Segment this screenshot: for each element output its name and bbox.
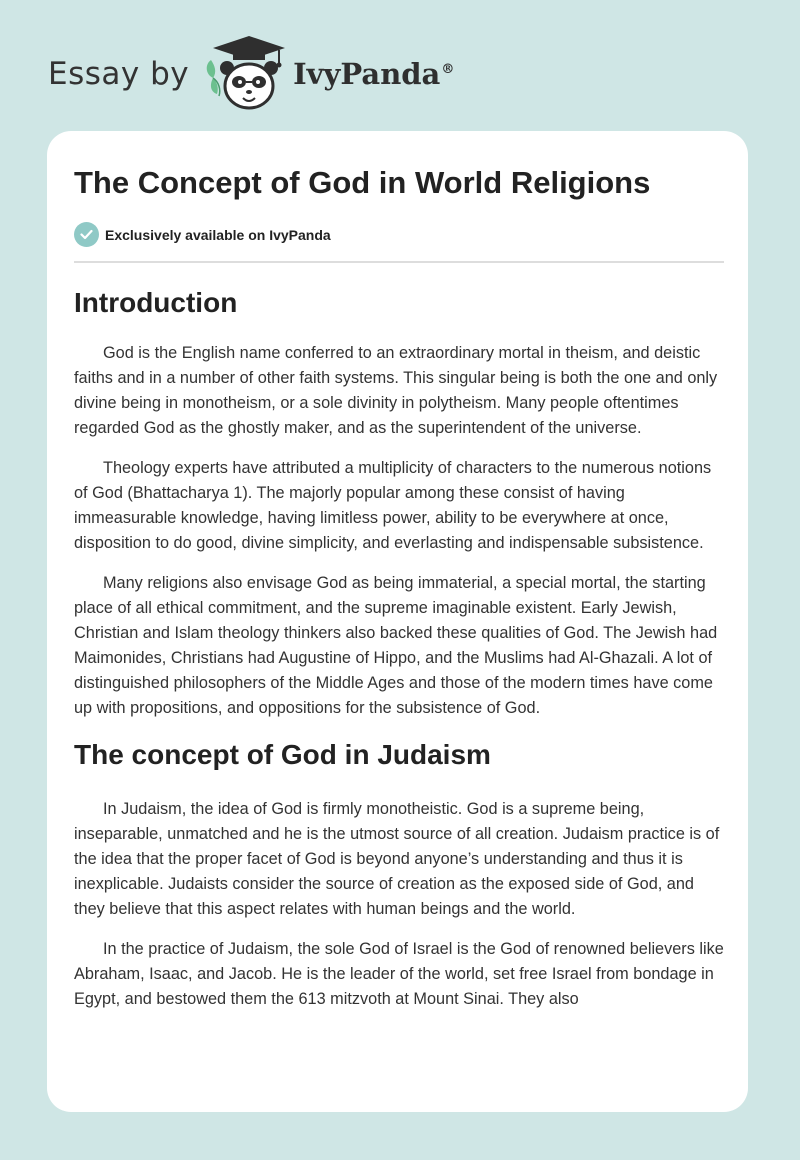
site-header bbox=[48, 34, 454, 114]
paragraph: God is the English name conferred to an extraordinary mortal in theism, and deistic faiths and in a number of other faith systems. This singular being is both the one and only divine being in monotheism, or a sole divinity in polytheism. Many people oftentimes regarded God as the ghostly maker, and as the superintendent of the universe. bbox=[74, 344, 718, 437]
leaf-icon bbox=[207, 60, 220, 96]
paragraph: In the practice of Judaism, the sole God of Israel is the God of renowned believers like Abraham, Isaac, and Jacob. He is the leader of the world, set free Israel from bondage in Egypt, and bestowed them the 613 mitzvoth at Mount Sinai. They also bbox=[74, 940, 724, 1008]
exclusive-badge bbox=[74, 222, 331, 247]
exclusive-label: Exclusively available on IvyPanda bbox=[105, 226, 331, 243]
essay-by-label: Essay by bbox=[48, 56, 190, 92]
essay-card bbox=[47, 131, 748, 1112]
registered-mark: ® bbox=[441, 62, 455, 78]
paragraph: Theology experts have attributed a multiplicity of characters to the numerous notions of God (Bhattacharya 1). The majorly popular among these consist of having immeasurable knowledge, having limitless power, ability to be everywhere at once, disposition to do good, divine simplicity, and everlasting and indispensable subsistence. bbox=[74, 459, 712, 552]
paragraph: Many religions also envisage God as being immaterial, a special mortal, the starting place of all ethical commitment, and the supreme imaginable existent. Early Jewish, Christian and Islam theology thinkers also backed these qualities of God. The Jewish had Maimonides, Christians had Augustine of Hippo, and the Muslims had Al-Ghazali. A lot of distinguished philosophers of the Middle Ages and those of the modern times have come up with propositions, and oppositions for the subsistence of God. bbox=[74, 574, 718, 717]
section-heading: The concept of God in Judaism bbox=[74, 739, 491, 770]
brand-name[interactable]: IvyPanda® bbox=[293, 57, 455, 91]
paragraph: In Judaism, the idea of God is firmly monotheistic. God is a supreme being, inseparable, unmatched and he is the utmost source of all creation. Judaism practice is of the idea that the proper facet of God is beyond anyone’s understanding and thus it is inexplicable. Judaists consider the source of creation as the exposed side of God, and they believe that this aspect relates with human beings and the world. bbox=[74, 800, 720, 918]
panda-graduate-icon bbox=[199, 34, 291, 114]
section-heading: Introduction bbox=[74, 287, 238, 318]
check-icon bbox=[74, 222, 99, 247]
divider bbox=[74, 261, 724, 263]
essay-body bbox=[74, 279, 724, 1027]
essay-title: The Concept of God in World Religions bbox=[74, 165, 651, 200]
